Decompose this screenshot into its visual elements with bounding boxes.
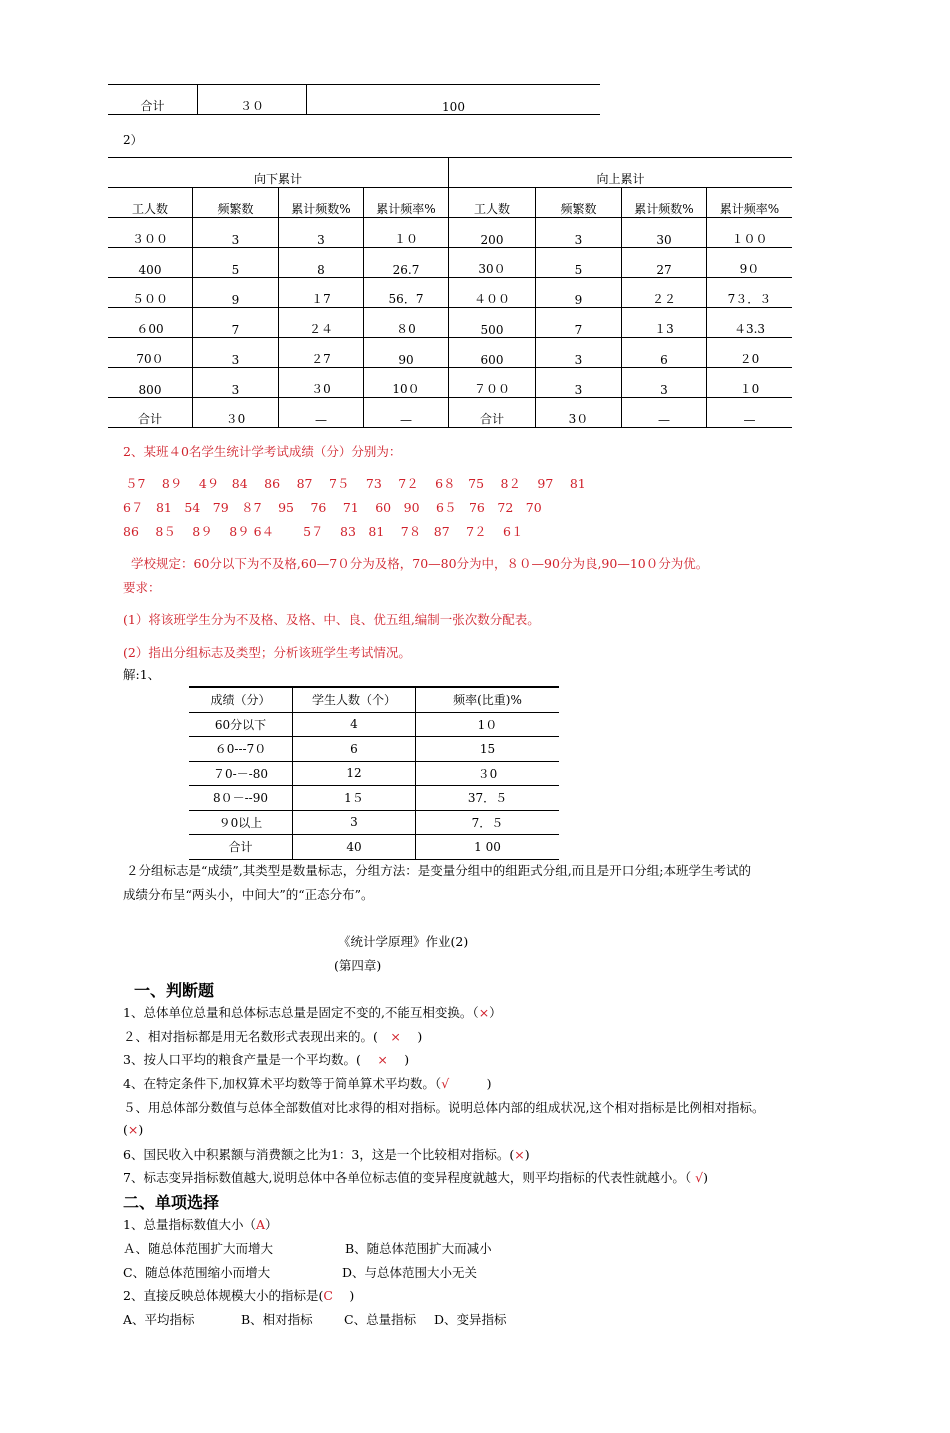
cell: １０ (364, 218, 449, 248)
cell: 6 (622, 338, 707, 368)
cell: 3 (536, 218, 622, 248)
problem-title: 2、某班４0名学生统计学考试成绩（分）分别为： (123, 444, 402, 459)
tf-item-7 (123, 1168, 708, 1186)
cell: ２２ (622, 278, 707, 308)
cell: 8０－--90 (189, 786, 293, 811)
cell: 800 (108, 368, 193, 398)
cell: １００ (707, 218, 793, 248)
mc-option-b: B、随总体范围扩大而减小 (345, 1241, 492, 1256)
cell: 60分以下 (189, 712, 293, 737)
mc-question-1 (123, 1215, 278, 1233)
cell: ４００ (449, 278, 536, 308)
cumulative-table (108, 157, 792, 428)
col-header: 频繁数 (193, 188, 279, 218)
tf-text: 7、标志变异指标数值越大,说明总体中各单位标志值的变异程度就越大，则平均指标的代表性就越小。（ (123, 1170, 696, 1185)
cell: 3 (536, 368, 622, 398)
tf-text: 4、在特定条件下,加权算术平均数等于简单算术平均数。（ (123, 1076, 442, 1091)
cell: ７0-－-80 (189, 761, 293, 786)
tf-item-4 (123, 1074, 492, 1092)
cell: ４3.3 (707, 308, 793, 338)
tf-end: ) (138, 1122, 144, 1137)
scores-line-3: 86 8５ 8９ 8９ 6４ 5７ 83 81 7８ 87 7２ 6１ (123, 524, 524, 539)
scores-line-2: 6７ 81 54 79 ８7 95 76 71 60 90 6５ 76 72 70 (123, 500, 542, 515)
cell: 26.7 (364, 248, 449, 278)
cell: 90 (364, 338, 449, 368)
cell: ３００ (108, 218, 193, 248)
cell: 合计 (449, 398, 536, 428)
summary-table-1 (108, 84, 600, 115)
tf-answer: × (514, 1147, 525, 1162)
tf-answer: × (377, 1052, 388, 1067)
table-row (189, 712, 559, 737)
cell: 7 (193, 308, 279, 338)
cell: ３０ (198, 85, 307, 115)
col-header: 成绩（分） (189, 687, 293, 712)
cell: 70０ (108, 338, 193, 368)
cell: 100 (307, 85, 601, 115)
cell: 3 (193, 218, 279, 248)
cell: ６00 (108, 308, 193, 338)
table-row (108, 248, 792, 278)
col-header: 学生人数（个） (293, 687, 416, 712)
cell: 600 (449, 338, 536, 368)
requirement-1: (1）将该班学生分为不及格、及格、中、良、优五组,编制一张次数分配表。 (123, 612, 540, 627)
cell: 8 (279, 248, 364, 278)
col-header: 工人数 (108, 188, 193, 218)
cell: 7．５ (416, 810, 560, 835)
tf-end: ) (449, 1076, 492, 1091)
requirement-label: 要求： (123, 580, 161, 595)
table-row (108, 368, 792, 398)
col-header: 频率(比重)% (416, 687, 560, 712)
col-header: 累计频数% (279, 188, 364, 218)
cell: 3０ (536, 398, 622, 428)
mc2-option-d: D、变异指标 (434, 1312, 507, 1327)
col-header: 累计频率% (364, 188, 449, 218)
cell: 合计 (108, 398, 193, 428)
cell: 1５ (293, 786, 416, 811)
col-header: 累计频率% (707, 188, 793, 218)
mc-answer: A (255, 1217, 265, 1232)
cell: 9 (536, 278, 622, 308)
tf-answer: × (390, 1029, 401, 1044)
table-row (189, 761, 559, 786)
cell: ６0---7０ (189, 737, 293, 762)
cell: 40 (293, 835, 416, 860)
cell: ３0 (279, 368, 364, 398)
cell: ２４ (279, 308, 364, 338)
tf-item-5-answer (123, 1122, 143, 1137)
tf-end: ) (524, 1147, 530, 1162)
cell: — (707, 398, 793, 428)
cell: ８0 (364, 308, 449, 338)
cell: 9０ (707, 248, 793, 278)
cell: — (622, 398, 707, 428)
section-2-title: 二、单项选择 (123, 1193, 220, 1212)
cell: 37．５ (416, 786, 560, 811)
mc2-option-c: C、总量指标 (344, 1312, 417, 1327)
tf-text: ( (123, 1122, 128, 1137)
cell: 3 (193, 368, 279, 398)
table-row (108, 338, 792, 368)
tf-end: ) (703, 1170, 709, 1185)
tf-answer: √ (695, 1170, 704, 1185)
chapter-label: (第四章) (334, 958, 382, 973)
mc-text: 2、直接反映总体规模大小的指标是( (123, 1288, 324, 1303)
grading-rule: 学校规定：60分以下为不及格,60—7０分为及格，70—80分为中，８０—90分为良,90—10０分为优。 (131, 556, 709, 571)
tf-item-5 (123, 1098, 764, 1116)
mc2-option-b: B、相对指标 (241, 1312, 313, 1327)
cell: 合计 (108, 85, 198, 115)
tf-item-3 (123, 1050, 409, 1068)
cell: 12 (293, 761, 416, 786)
tf-end: ) (400, 1029, 423, 1044)
cell: ２7 (279, 338, 364, 368)
cell: ３0 (416, 761, 560, 786)
mc-option-c: C、随总体范围缩小而增大 (123, 1265, 271, 1280)
cell: １3 (622, 308, 707, 338)
tf-answer: × (127, 1122, 139, 1137)
mc-answer: C (323, 1288, 333, 1303)
cell: 4 (293, 712, 416, 737)
section-1-title: 一、判断题 (134, 981, 215, 1000)
cell: 15 (416, 737, 560, 762)
cell: ３0 (193, 398, 279, 428)
cell: 3 (536, 338, 622, 368)
mc-end: ） (265, 1217, 278, 1232)
requirement-2: (2）指出分组标志及类型；分析该班学生考试情况。 (123, 645, 411, 660)
cell: ５００ (108, 278, 193, 308)
table-row (189, 737, 559, 762)
cell: １7 (279, 278, 364, 308)
cell: ９0以上 (189, 810, 293, 835)
cell: 3 (193, 338, 279, 368)
mc2-option-a: A、平均指标 (123, 1312, 195, 1327)
cell: — (364, 398, 449, 428)
cell: 1０ (416, 712, 560, 737)
table-row (189, 786, 559, 811)
cell: 3 (293, 810, 416, 835)
cell: ２0 (707, 338, 793, 368)
cell: 500 (449, 308, 536, 338)
tf-text: 6、国民收入中积累额与消费额之比为1：3，这是一个比较相对指标。( (123, 1147, 515, 1162)
cell: 200 (449, 218, 536, 248)
mc-end: ) (332, 1288, 355, 1303)
tf-item-6 (123, 1145, 530, 1163)
answer-2-line-1: ２分组标志是“成绩”,其类型是数量标志，分组方法：是变量分组中的组距式分组,而且是开口分组;本班学生考试的 (126, 863, 751, 878)
section-label: 2） (123, 133, 143, 147)
cell: 30 (622, 218, 707, 248)
col-header: 频繁数 (536, 188, 622, 218)
table-row (108, 308, 792, 338)
answer-2-line-2: 成绩分布呈“两头小，中间大”的“正态分布”。 (123, 887, 374, 902)
cell: 400 (108, 248, 193, 278)
scores-line-1: ５7 8９ 4９ 84 86 87 7５ 73 7２ 6８ 75 8２ 97 81 (125, 476, 586, 491)
group-header: 向下累计 (108, 158, 449, 188)
table-row (108, 218, 792, 248)
col-header: 工人数 (449, 188, 536, 218)
grade-distribution-table (189, 686, 559, 860)
tf-item-1 (123, 1003, 502, 1021)
cell: 合计 (189, 835, 293, 860)
cell: — (279, 398, 364, 428)
tf-end: ） (489, 1005, 502, 1020)
mc-text: 1、总量指标数值大小（ (123, 1217, 256, 1232)
cell: 56．7 (364, 278, 449, 308)
tf-end: ) (387, 1052, 410, 1067)
tf-answer: √ (441, 1076, 450, 1091)
table-row (189, 810, 559, 835)
table-row (108, 398, 792, 428)
cell: 7 (536, 308, 622, 338)
cell: 1 00 (416, 835, 560, 860)
mc-option-a: Ａ、随总体范围扩大而增大 (123, 1241, 274, 1256)
mc-question-2 (123, 1286, 354, 1304)
tf-item-2 (123, 1027, 422, 1045)
solution-label: 解:1、 (123, 667, 161, 682)
tf-text: 1、总体单位总量和总体标志总量是固定不变的,不能互相变换。（ (123, 1005, 479, 1020)
tf-text: ２、相对指标都是用无名数形式表现出来的。( (123, 1029, 391, 1044)
table-row (189, 835, 559, 860)
cell: 5 (193, 248, 279, 278)
cell: 27 (622, 248, 707, 278)
tf-text: ５、用总体部分数值与总体全部数值对比求得的相对指标。说明总体内部的组成状况,这个相对指标是比例相对指标。 (123, 1100, 765, 1115)
cell: 3 (279, 218, 364, 248)
tf-text: 3、按人口平均的粮食产量是一个平均数。( (123, 1052, 378, 1067)
cell: 5 (536, 248, 622, 278)
cell: 3 (622, 368, 707, 398)
cell: 9 (193, 278, 279, 308)
cell: １0 (707, 368, 793, 398)
cell: 30０ (449, 248, 536, 278)
table-row (108, 278, 792, 308)
homework-title: 《统计学原理》作业(2) (338, 934, 469, 949)
col-header: 累计频数% (622, 188, 707, 218)
cell: 6 (293, 737, 416, 762)
cell: 7３．３ (707, 278, 793, 308)
group-header: 向上累计 (449, 158, 793, 188)
cell: ７００ (449, 368, 536, 398)
cell: 10０ (364, 368, 449, 398)
tf-answer: × (478, 1005, 490, 1020)
mc-option-d: D、与总体范围大小无关 (342, 1265, 478, 1280)
